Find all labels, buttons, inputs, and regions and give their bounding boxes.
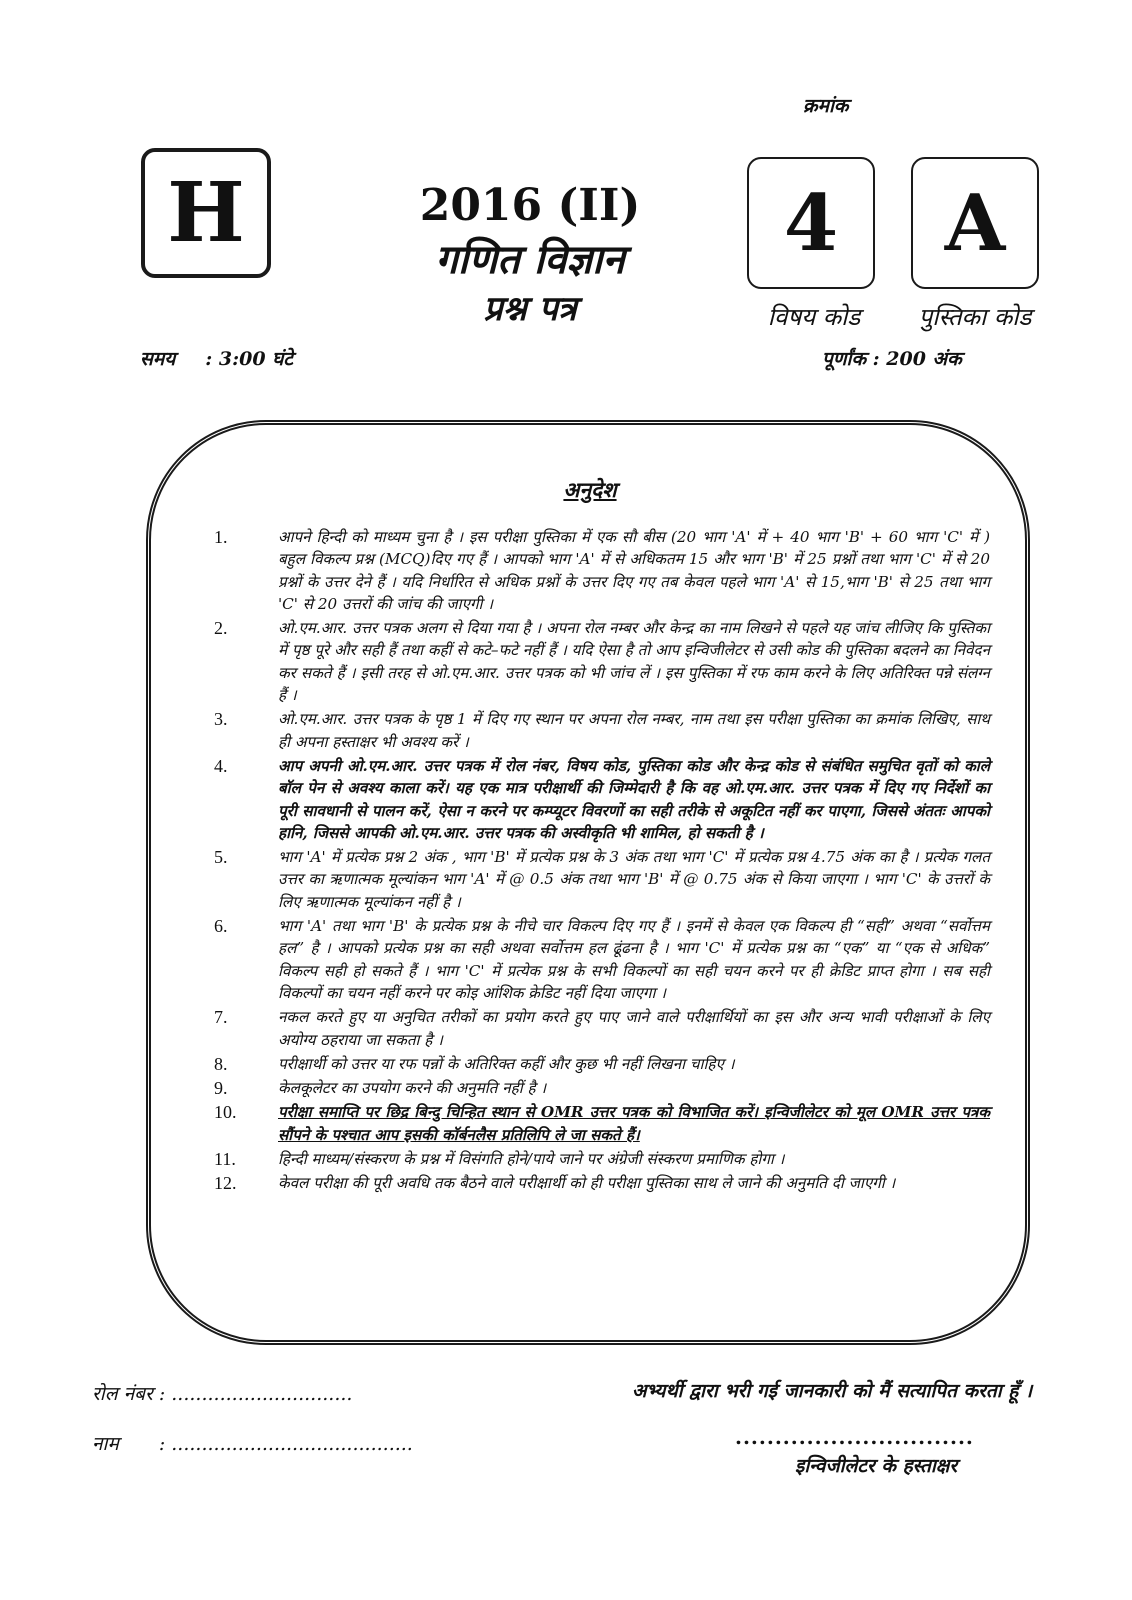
- item-text: ओ.एम.आर. उत्तर पत्रक अलग से दिया गया है । अपना रोल नम्बर और केन्द्र का नाम लिखने से पहले यह जांच लीजिए कि पुस्तिका में पृष्ठ पूरे और सही हैं तथा कहीं से कटे–फटे नहीं हैं । यदि ऐसा है तो आप इन्विजीलेटर से उसी कोड की पुस्तिका बदलने का निवेदन कर सकते हैं । इसी तरह से ओ.एम.आर. उत्तर पत्रक को भी जांच लें । इस पुस्तिका में रफ काम करने के लिए अतिरिक्त पन्ने संलग्न हैं ।: [278, 619, 990, 705]
- list-item: [210, 617, 990, 706]
- item-text: भाग 'A' तथा भाग 'B' के प्रत्येक प्रश्न के नीचे चार विकल्प दिए गए हैं । इनमें से केवल एक विकल्प ही “सही” अथवा “सर्वोत्तम हल” है । आपको प्रत्येक प्रश्न का सही अथवा सर्वोत्तम हल ढूंढना है । भाग 'C' में प्रत्येक प्रश्न का “एक” या “एक से अधिक” विकल्प सही हो सकते हैं । भाग 'C' में प्रत्येक प्रश्न के सभी विकल्पों का सही चयन करने पर ही क्रेडिट प्राप्त होगा । सब सही विकल्पों का चयन नहीं करने पर कोइ आंशिक क्रेडिट नहीं दिया जाएगा ।: [278, 917, 990, 1002]
- exam-year: 2016 (II): [419, 180, 641, 231]
- item-text: ओ.एम.आर. उत्तर पत्रक के पृष्ठ 1 में दिए गए स्थान पर अपना रोल नम्बर, नाम तथा इस परीक्षा पुस्तिका का क्रमांक लिखिए, साथ ही अपना हस्ताक्षर भी अवश्य करें ।: [278, 710, 990, 751]
- verification-statement: अभ्यर्थी द्वारा भरी गई जानकारी को मैं सत्यापित करता हूँ ।: [632, 1380, 1033, 1402]
- list-item: [210, 1172, 990, 1194]
- roll-number-field: रोल नंबर : ..............................: [92, 1383, 353, 1405]
- item-number: 8.: [214, 1053, 228, 1074]
- total-marks: पूर्णांक : 200 अंक: [822, 348, 962, 370]
- item-text: हिन्दी माध्यम/संस्करण के प्रश्न में विसंगति होने/पाये जाने पर अंग्रेजी संस्करण प्रमाणिक होगा ।: [278, 1150, 785, 1169]
- list-item: [210, 1053, 990, 1075]
- item-text: परीक्षा समाप्ति पर छिद्र बिन्दु चिन्हित स्थान से OMR उत्तर पत्रक को विभाजित करें। इन्विजीलेटर को मूल OMR उत्तर पत्रक सौंपने के पश्चात आप इसकी कॉर्बनलैस प्रतिलिपि ले जा सकते हैं।: [278, 1103, 990, 1144]
- list-item: [210, 526, 990, 615]
- list-item: [210, 1077, 990, 1099]
- serial-number-label: क्रमांक: [803, 95, 849, 117]
- subject-code-box: 4: [747, 157, 875, 289]
- item-text: परीक्षार्थी को उत्तर या रफ पन्नों के अतिरिक्त कहीं और कुछ भी नहीं लिखना चाहिए ।: [278, 1054, 735, 1073]
- item-number: 12.: [214, 1173, 237, 1194]
- signature-line: ..............................: [735, 1425, 974, 1449]
- invigilator-signature-label: इन्विजीलेटर के हस्ताक्षर: [795, 1455, 958, 1477]
- list-item: [210, 1148, 990, 1170]
- item-number: 3.: [214, 709, 228, 730]
- item-text: आप अपनी ओ.एम.आर. उत्तर पत्रक में रोल नंबर, विषय कोड, पुस्तिका कोड और केन्द्र कोड से संबंधित समुचित वृतों को काले बॉल पेन से अवश्य काला करें। यह एक मात्र परीक्षार्थी की जिम्मेदारी है कि वह ओ.एम.आर. उत्तर पत्रक में दिए गए निर्देशों का पूरी सावधानी से पालन करें, ऐसा न करने पर कम्प्यूटर विवरणों का सही तरीके से अकूटित नहीं कर पाएगा, जिससे अंततः आपको हानि, जिससे आपकी ओ.एम.आर. उत्तर पत्रक की अस्वीकृति भी शामिल, हो सकती है ।: [278, 756, 990, 842]
- item-number: 2.: [214, 618, 228, 639]
- instructions-list: [210, 526, 990, 1197]
- list-item: [210, 846, 990, 913]
- item-number: 1.: [214, 527, 228, 547]
- booklet-code-label: पुस्तिका कोड: [918, 303, 1032, 331]
- subject-code-label: विषय कोड: [767, 303, 861, 331]
- list-item: [210, 755, 990, 844]
- time-label: समय: [140, 348, 176, 370]
- time-info: [140, 345, 323, 371]
- item-text: केवल परीक्षा की पूरी अवधि तक बैठने वाले परीक्षार्थी को ही परीक्षा पुस्तिका साथ ले जाने की अनुमति दी जाएगी ।: [278, 1174, 896, 1193]
- series-box: H: [141, 148, 271, 278]
- name-field: [92, 1430, 413, 1456]
- instructions-title: अनुदेश: [563, 477, 617, 502]
- item-text: नकल करते हुए या अनुचित तरीकों का प्रयोग करते हुए पाए जाने वाले परीक्षार्थियों का इस और अन्य भावी परीक्षाओं के लिए अयोग्य ठहराया जा सकता है ।: [278, 1008, 990, 1049]
- list-item: [210, 708, 990, 753]
- list-item: [210, 1006, 990, 1051]
- item-number: 6.: [214, 916, 228, 937]
- item-text: आपने हिन्दी को माध्यम चुना है । इस परीक्षा पुस्तिका में एक सौ बीस (20 भाग 'A' में + 40 भाग 'B' + 60 भाग 'C' में ) बहुल विकल्प प्रश्न (MCQ)दिए गए हैं । आपको भाग 'A' में से अधिकतम 15 और भाग 'B' में 25 प्रश्नों तथा भाग 'C' में से 20 प्रश्नों के उत्तर देने हैं । यदि निर्धारित से अधिक प्रश्नों के उत्तर दिए गए तब केवल पहले भाग 'A' से 15,भाग 'B' से 25 तथा भाग 'C' से 20 उत्तरों की जांच की जाएगी ।: [278, 528, 990, 613]
- item-text: भाग 'A' में प्रत्येक प्रश्न 2 अंक , भाग 'B' में प्रत्येक प्रश्न के 3 अंक तथा भाग 'C' में प्रत्येक प्रश्न 4.75 अंक का है । प्रत्येक गलत उत्तर का ऋणात्मक मूल्यांकन भाग 'A' में @ 0.5 अंक तथा भाग 'B' में @ 0.75 अंक से किया जाएगा । भाग 'C' के उत्तरों के लिए ऋणात्मक मूल्यांकन नहीं है ।: [278, 848, 990, 911]
- item-number: 4.: [214, 755, 228, 776]
- item-number: 10.: [214, 1102, 237, 1123]
- item-number: 9.: [214, 1078, 228, 1099]
- item-number: 7.: [214, 1007, 228, 1028]
- item-text: केलकूलेटर का उपयोग करने की अनुमति नहीं है ।: [278, 1079, 547, 1098]
- time-value: : 3:00 घंटे: [205, 348, 293, 370]
- booklet-code-box: A: [911, 157, 1039, 289]
- name-value: : ........................................: [158, 1433, 413, 1455]
- item-number: 11.: [214, 1149, 236, 1170]
- item-number: 5.: [214, 847, 228, 868]
- subject-title: गणित विज्ञान: [435, 236, 625, 283]
- list-item: [210, 915, 990, 1004]
- list-item: [210, 1101, 990, 1146]
- name-label: नाम: [92, 1433, 119, 1455]
- paper-title: प्रश्न पत्र: [483, 289, 577, 329]
